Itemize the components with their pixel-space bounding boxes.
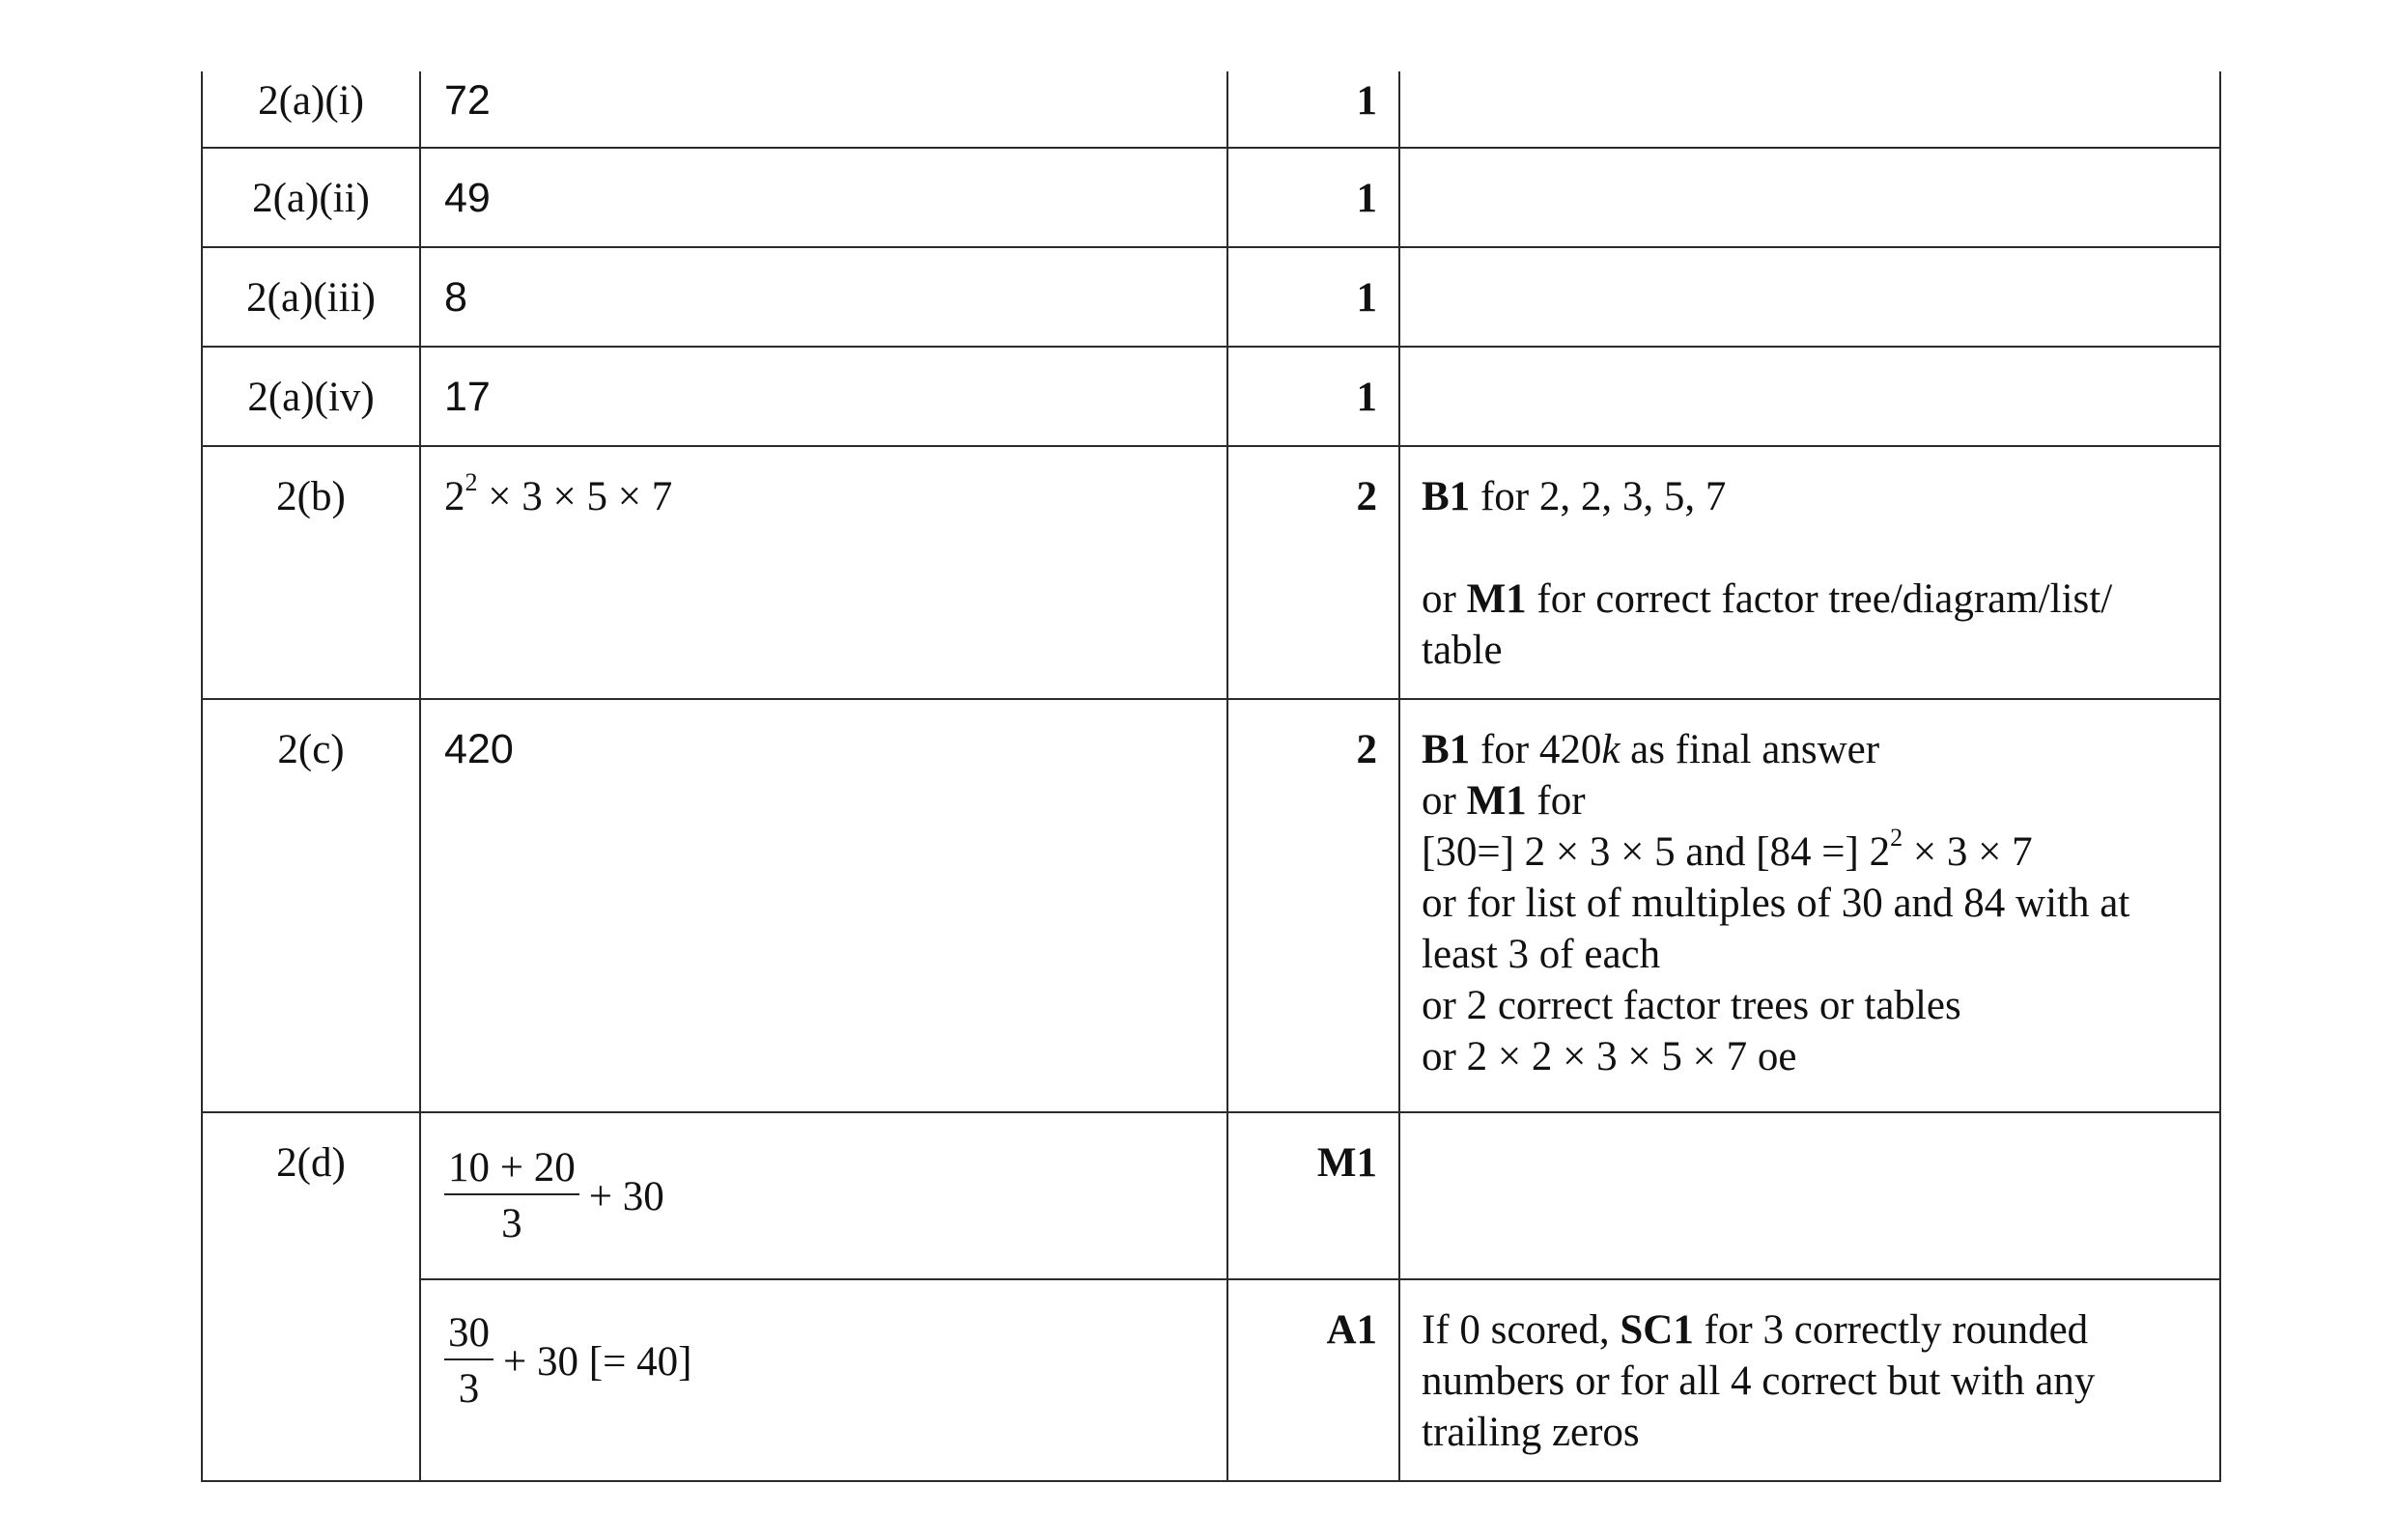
table-row [202, 446, 2220, 699]
marks-cell [1227, 148, 1399, 247]
marks-cell [1227, 446, 1399, 699]
mark-code: SC1 [1620, 1307, 1694, 1353]
question-cell [202, 71, 420, 148]
guidance-fragment: for [1526, 778, 1586, 824]
question-cell [202, 1112, 420, 1481]
answer-base: 2 [444, 474, 465, 519]
table-row [202, 1112, 2220, 1279]
marks-cell [1227, 71, 1399, 148]
guidance-exponent: 2 [1890, 824, 1903, 852]
question-cell [202, 699, 420, 1112]
guidance-text [1422, 447, 2202, 676]
answer-cell [420, 247, 1227, 347]
guidance-cell [1399, 699, 2220, 1112]
guidance-cell [1399, 446, 2220, 699]
guidance-text [1422, 1280, 2202, 1458]
question-cell [202, 347, 420, 446]
fraction-expression [444, 1308, 691, 1414]
guidance-cell [1399, 347, 2220, 446]
expression-rest: + 30 [588, 1173, 664, 1219]
guidance-line [1422, 826, 2202, 878]
answer-cell [420, 1279, 1227, 1481]
marks-cell [1227, 1279, 1399, 1481]
question-cell [202, 446, 420, 699]
answer-cell [420, 699, 1227, 1112]
table-row [202, 1279, 2220, 1481]
guidance-line: or for list of multiples of 30 and 84 with at least 3 of each [1422, 881, 2130, 977]
answer-rest: × 3 × 5 × 7 [477, 474, 673, 519]
answer-exponent: 2 [465, 468, 478, 496]
table-row [202, 347, 2220, 446]
answer-cell [420, 1112, 1227, 1279]
question-cell [202, 247, 420, 347]
fraction-denominator: 3 [501, 1201, 522, 1246]
mark-code: B1 [1422, 727, 1471, 772]
guidance-fragment: × 3 × 7 [1903, 829, 2033, 875]
marks-cell [1227, 247, 1399, 347]
guidance-cell [1399, 71, 2220, 148]
question-number: 2(b) [276, 474, 346, 519]
guidance-cell [1399, 1279, 2220, 1481]
table-row [202, 699, 2220, 1112]
answer-text [444, 447, 1226, 522]
marks-cell [1227, 1112, 1399, 1279]
mark-code: M1 [1466, 576, 1527, 622]
marks-value: 1 [1356, 275, 1377, 321]
guidance-fragment: [30=] 2 × 3 × 5 and [84 =] 2 [1422, 829, 1891, 875]
question-number: 2(a)(ii) [252, 176, 370, 221]
answer-cell [420, 446, 1227, 699]
guidance-line: for 2, 2, 3, 5, 7 [1470, 474, 1727, 519]
guidance-text [1422, 700, 2202, 1082]
fraction-numerator: 30 [444, 1308, 493, 1360]
answer-text: 420 [444, 726, 514, 772]
fraction [444, 1143, 579, 1249]
expression-rest: + 30 [= 40] [503, 1338, 692, 1385]
fraction-expression [444, 1143, 664, 1249]
answer-cell [420, 347, 1227, 446]
guidance-line: or 2 × 2 × 3 × 5 × 7 oe [1422, 1034, 1797, 1079]
guidance-fragment: as final answer [1620, 727, 1880, 772]
table-row [202, 71, 2220, 148]
mark-code: M1 [1466, 778, 1527, 824]
working-step [444, 1113, 1226, 1249]
marks-value: 2 [1356, 727, 1377, 772]
guidance-cell [1399, 148, 2220, 247]
table-row [202, 148, 2220, 247]
answer-text: 72 [444, 77, 491, 124]
answer-cell [420, 148, 1227, 247]
question-cell [202, 148, 420, 247]
marks-value: A1 [1326, 1307, 1377, 1353]
table-row [202, 247, 2220, 347]
guidance-fragment: for 420 [1470, 727, 1602, 772]
fraction [444, 1308, 493, 1414]
marks-value: M1 [1316, 1140, 1377, 1186]
guidance-fragment: for 3 correctly rounded numbers or for all 4 correct but with any trailing zeros [1422, 1307, 2096, 1455]
guidance-cell [1399, 247, 2220, 347]
fraction-denominator: 3 [458, 1366, 480, 1412]
question-number: 2(a)(iv) [247, 375, 375, 420]
guidance-cell [1399, 1112, 2220, 1279]
guidance-line [1422, 775, 2202, 826]
guidance-prefix: If 0 scored, [1422, 1307, 1621, 1353]
guidance-variable: k [1601, 727, 1621, 772]
guidance-prefix: or [1422, 576, 1467, 622]
answer-text: 49 [444, 175, 491, 221]
marks-value: 2 [1356, 474, 1377, 519]
question-number: 2(c) [277, 727, 345, 772]
mark-code: B1 [1422, 474, 1471, 519]
question-number: 2(a)(i) [258, 78, 364, 124]
question-number: 2(d) [276, 1140, 346, 1186]
marks-value: 1 [1356, 176, 1377, 221]
marks-value: 1 [1356, 375, 1377, 420]
question-number: 2(a)(iii) [246, 275, 376, 321]
guidance-prefix: or [1422, 778, 1467, 824]
mark-scheme-table [201, 71, 2221, 1482]
working-step [444, 1280, 1226, 1414]
fraction-numerator: 10 + 20 [444, 1143, 579, 1195]
answer-text: 17 [444, 374, 491, 420]
answer-text: 8 [444, 274, 467, 321]
answer-cell [420, 71, 1227, 148]
marks-cell [1227, 347, 1399, 446]
guidance-line [1422, 724, 2202, 775]
guidance-line: or 2 correct factor trees or tables [1422, 983, 1961, 1028]
marks-value: 1 [1356, 78, 1377, 124]
guidance-line: for correct factor tree/diagram/list/ table [1422, 576, 2113, 673]
marks-cell [1227, 699, 1399, 1112]
